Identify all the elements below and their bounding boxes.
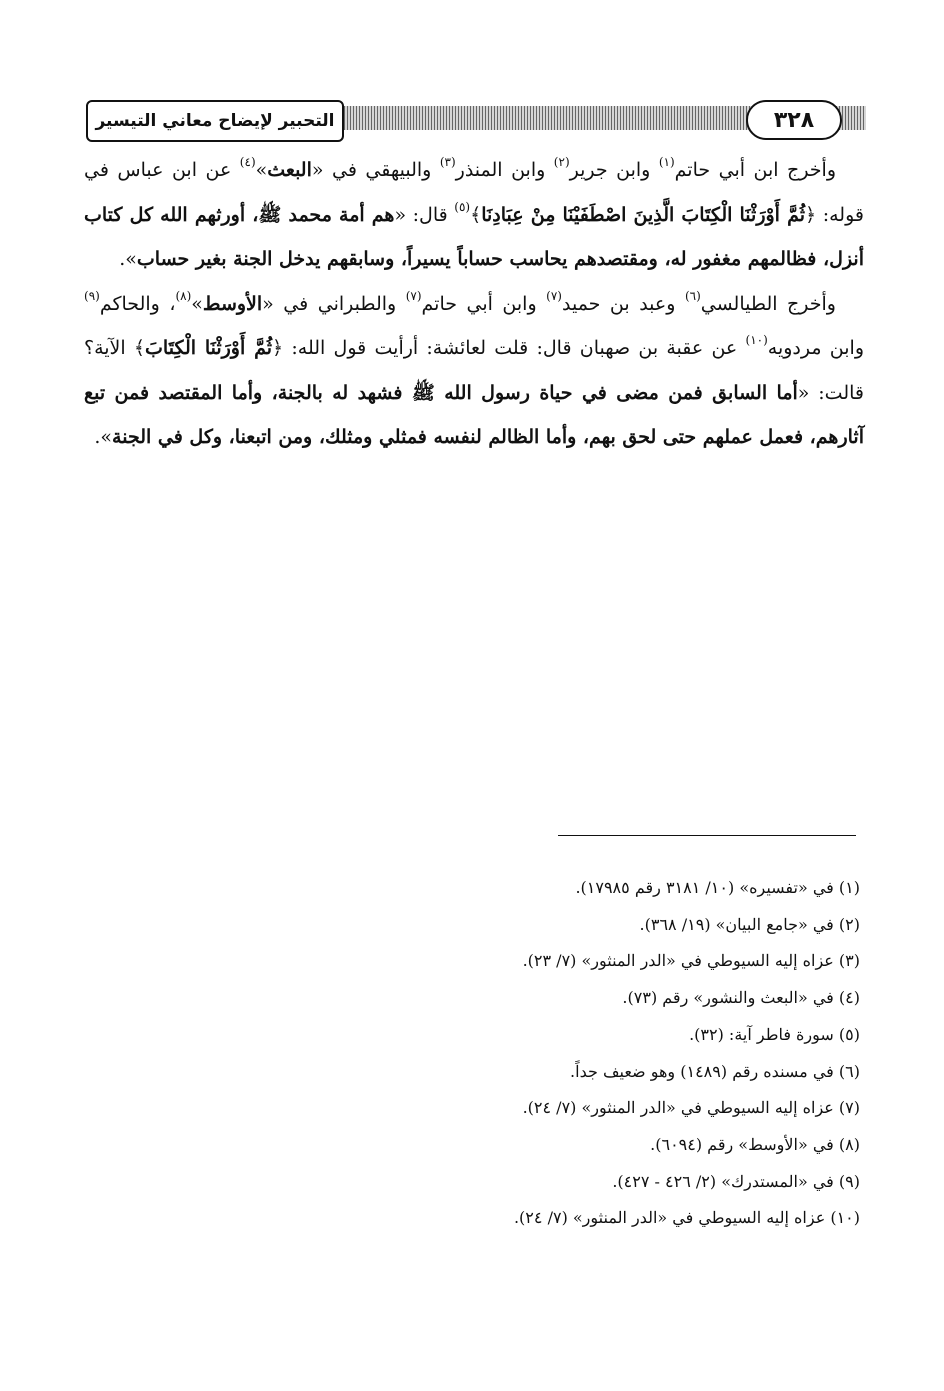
text-run: ﴾ الآية؟ قالت: « — [84, 337, 864, 404]
running-title — [86, 100, 344, 142]
text-run: وأخرج الطيالسي — [700, 292, 836, 315]
page-number — [746, 100, 842, 140]
footnote-1: (١) في «تفسيره» (١٠/ ٣١٨١ رقم ١٧٩٨٥). — [575, 878, 860, 897]
text-run: والبيهقي في « — [311, 159, 440, 181]
text-run: وابن أبي حاتم — [421, 292, 547, 315]
footnote-4: (٤) في «البعث والنشور» رقم (٧٣). — [622, 988, 860, 1008]
quran-verse: ثُمَّ أَوْرَثْنَا الْكِتَابَ — [145, 337, 273, 359]
book-title: الأوسط — [202, 292, 263, 315]
footnote-6: (٦) في مسنده رقم (١٤٨٩) وهو ضعيف جداً. — [570, 1061, 860, 1081]
footnote-2: (٢) في «جامع البيان» (١٩/ ٣٦٨). — [639, 914, 860, 934]
footnote-8: (٨) في «الأوسط» رقم (٦٠٩٤). — [650, 1134, 860, 1154]
text-run: وابن المنذر — [455, 159, 554, 181]
footnote-ref-9: (٩) — [84, 288, 100, 303]
footnote-ref-7: (٧) — [546, 288, 562, 303]
page-header — [86, 98, 866, 142]
text-run: ». — [119, 248, 137, 270]
text-run: وعبد بن حميد — [561, 292, 685, 315]
footnote-ref-1: (١) — [658, 155, 675, 169]
text-run: والطبراني في « — [262, 292, 406, 315]
text-run: ، والحاكم — [99, 292, 176, 315]
footnote-5: (٥) سورة فاطر آية: (٣٢). — [689, 1024, 860, 1044]
footnote-ref-8: (٨) — [175, 288, 192, 303]
footnote-9: (٩) في «المستدرك» (٢/ ٤٢٦ - ٤٢٧). — [612, 1171, 860, 1191]
footnote-7: (٧) عزاه إليه السيوطي في «الدر المنثور» (٧/ ٢٤). — [522, 1098, 860, 1118]
footnote-ref-6: (٦) — [684, 288, 701, 303]
quotation: أما السابق فمن مضى في حياة رسول الله ﷺ فشهد له بالجنة، وأما المقتصد فمن تبع آثارهم، فعمل عملهم حتى لحق بهم، وأما الظالم لنفسه فمثلي ومثلك، ومن اتبعنا، وكل في الجنة — [84, 381, 864, 448]
text-run: عن ابن عباس في قوله: ﴿ — [84, 159, 864, 226]
text-run: قال: « — [394, 203, 455, 226]
paragraph-2 — [84, 282, 864, 460]
footnote-ref-5: (٥) — [454, 199, 471, 214]
running-title-text: التحبير لإيضاح معاني التيسير — [95, 111, 335, 131]
footnote-ref-2: (٢) — [553, 155, 570, 169]
footnotes — [200, 870, 860, 1237]
footnote-ref-3: (٣) — [439, 155, 456, 169]
quotation: هم أمة محمد ﷺ، أورثهم الله كل كتاب أنزل، فظالمهم مغفور له، ومقتصدهم يحاسب حساباً يسيراً، وسابقهم يدخل الجنة بغير حساب — [84, 203, 864, 270]
main-text — [84, 148, 864, 460]
text-run: وأخرج ابن أبي حاتم — [674, 159, 836, 181]
text-run: ». — [94, 426, 113, 448]
text-run: وابن مردويه — [767, 337, 864, 359]
footnote-ref-10: (١٠) — [745, 333, 768, 347]
footnote-separator — [558, 835, 856, 836]
text-run: وابن جرير — [569, 159, 659, 181]
footnote-ref-7b: (٧) — [405, 288, 422, 303]
footnote-3: (٣) عزاه إليه السيوطي في «الدر المنثور» (٧/ ٢٣). — [522, 951, 860, 971]
text-run: » — [255, 159, 268, 181]
page-number-text: ٣٢٨ — [773, 107, 815, 133]
text-run: ﴾ — [470, 203, 482, 226]
text-run: عن عقبة بن صهبان قال: قلت لعائشة: أرأيت قول الله: ﴿ — [272, 337, 746, 359]
paragraph-1 — [84, 148, 864, 282]
footnote-10: (١٠) عزاه إليه السيوطي في «الدر المنثور» (٧/ ٢٤). — [513, 1208, 860, 1228]
text-run: » — [191, 292, 203, 315]
quran-verse: ثُمَّ أَوْرَثْنَا الْكِتَابَ الَّذِينَ اصْطَفَيْنَا مِنْ عِبَادِنَا — [481, 203, 806, 226]
book-title: البعث — [267, 159, 312, 181]
footnote-ref-4: (٤) — [239, 155, 256, 169]
